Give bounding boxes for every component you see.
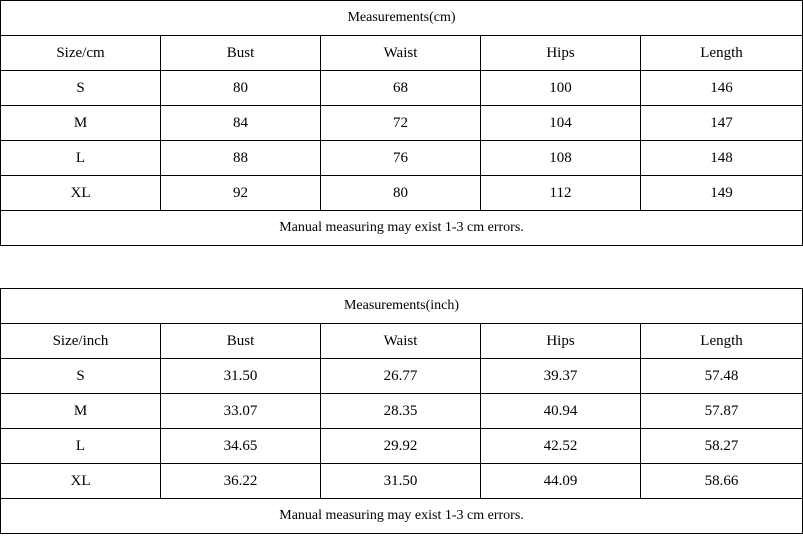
waist-cell: 26.77	[321, 359, 481, 394]
waist-cell: 80	[321, 176, 481, 211]
hips-cell: 100	[481, 71, 641, 106]
waist-cell: 68	[321, 71, 481, 106]
table-row	[1, 106, 803, 141]
waist-cell: 76	[321, 141, 481, 176]
size-cell: XL	[1, 176, 161, 211]
bust-cell: 33.07	[161, 394, 321, 429]
size-cell: XL	[1, 464, 161, 499]
bust-cell: 34.65	[161, 429, 321, 464]
hips-cell: 112	[481, 176, 641, 211]
size-cell: M	[1, 394, 161, 429]
column-header-hips: Hips	[481, 36, 641, 71]
table-title-row	[1, 289, 803, 324]
bust-cell: 36.22	[161, 464, 321, 499]
hips-cell: 40.94	[481, 394, 641, 429]
hips-cell: 44.09	[481, 464, 641, 499]
size-cell: L	[1, 141, 161, 176]
hips-cell: 42.52	[481, 429, 641, 464]
length-cell: 149	[641, 176, 803, 211]
size-cell: S	[1, 359, 161, 394]
table-header-row	[1, 324, 803, 359]
table-header-row	[1, 36, 803, 71]
column-header-bust: Bust	[161, 36, 321, 71]
bust-cell: 84	[161, 106, 321, 141]
hips-cell: 108	[481, 141, 641, 176]
table-row	[1, 359, 803, 394]
measurements-inch-table	[0, 288, 803, 534]
table-row	[1, 141, 803, 176]
bust-cell: 31.50	[161, 359, 321, 394]
waist-cell: 72	[321, 106, 481, 141]
column-header-hips: Hips	[481, 324, 641, 359]
length-cell: 148	[641, 141, 803, 176]
table-title-row	[1, 1, 803, 36]
length-cell: 147	[641, 106, 803, 141]
size-cell: L	[1, 429, 161, 464]
bust-cell: 92	[161, 176, 321, 211]
bust-cell: 88	[161, 141, 321, 176]
table-note-row	[1, 211, 803, 246]
column-header-size: Size/cm	[1, 36, 161, 71]
table-row	[1, 394, 803, 429]
waist-cell: 29.92	[321, 429, 481, 464]
table-note: Manual measuring may exist 1-3 cm errors.	[1, 499, 803, 534]
waist-cell: 28.35	[321, 394, 481, 429]
length-cell: 146	[641, 71, 803, 106]
length-cell: 58.66	[641, 464, 803, 499]
measurements-cm-table	[0, 0, 803, 246]
length-cell: 58.27	[641, 429, 803, 464]
column-header-bust: Bust	[161, 324, 321, 359]
table-title: Measurements(inch)	[1, 289, 803, 324]
size-cell: M	[1, 106, 161, 141]
table-row	[1, 71, 803, 106]
column-header-size: Size/inch	[1, 324, 161, 359]
length-cell: 57.87	[641, 394, 803, 429]
bust-cell: 80	[161, 71, 321, 106]
table-row	[1, 176, 803, 211]
waist-cell: 31.50	[321, 464, 481, 499]
length-cell: 57.48	[641, 359, 803, 394]
table-note-row	[1, 499, 803, 534]
column-header-waist: Waist	[321, 324, 481, 359]
table-row	[1, 464, 803, 499]
table-title: Measurements(cm)	[1, 1, 803, 36]
size-cell: S	[1, 71, 161, 106]
column-header-length: Length	[641, 324, 803, 359]
table-note: Manual measuring may exist 1-3 cm errors.	[1, 211, 803, 246]
column-header-waist: Waist	[321, 36, 481, 71]
hips-cell: 39.37	[481, 359, 641, 394]
hips-cell: 104	[481, 106, 641, 141]
table-row	[1, 429, 803, 464]
column-header-length: Length	[641, 36, 803, 71]
